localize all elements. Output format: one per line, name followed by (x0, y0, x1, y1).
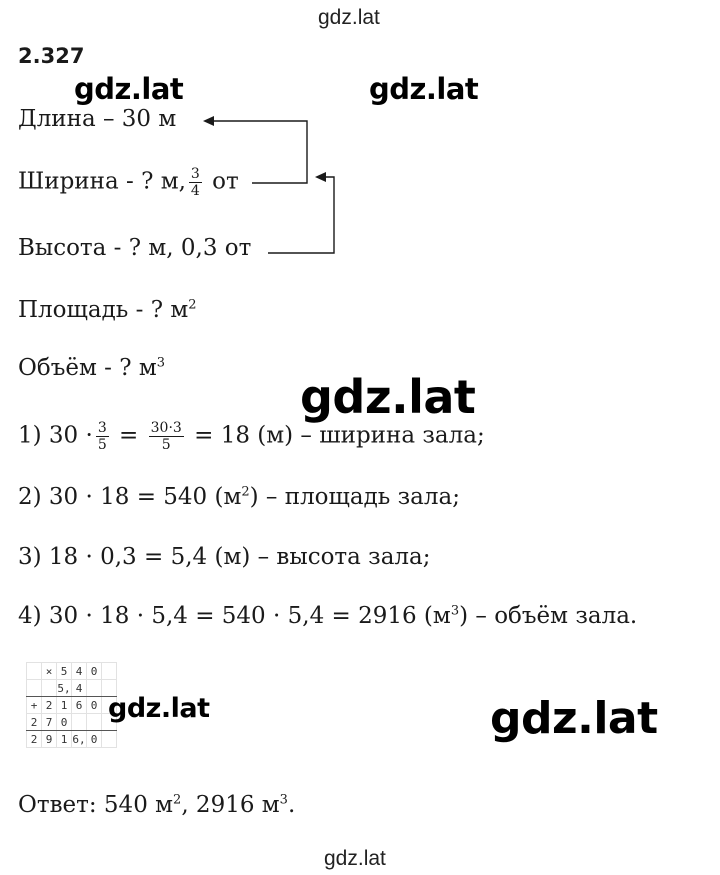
superscript: 2 (173, 792, 182, 808)
calc-cell: × (42, 663, 57, 680)
step1-fraction-2 (149, 420, 184, 453)
calc-cell: 2 (27, 714, 42, 731)
watermark-bottom: gdz.lat (324, 847, 386, 870)
superscript: 2 (188, 297, 197, 313)
answer (18, 792, 295, 818)
calc-cell: 0 (87, 697, 102, 714)
calc-cell: 5, (57, 681, 71, 695)
width-to-length-arrow (212, 121, 307, 183)
step2-suffix: ) – площадь зала; (249, 484, 460, 510)
width-suffix: от (212, 168, 239, 195)
fraction-denominator: 5 (97, 437, 107, 453)
step1-equals: = (119, 422, 139, 449)
calc-cell (102, 663, 117, 680)
fraction-denominator: 5 (149, 436, 184, 453)
watermark-overlay: gdz.lat (108, 693, 210, 724)
calc-cell: 1 (57, 731, 72, 748)
step1-prefix: 1) 30 · (18, 422, 93, 449)
calc-cell: 4 (72, 663, 87, 680)
calc-cell: 1 (57, 697, 72, 714)
calc-row (27, 663, 117, 680)
calc-cell: 6 (72, 697, 87, 714)
watermark-overlay: gdz.lat (369, 72, 479, 106)
calc-cell: 7 (42, 714, 57, 731)
calc-cell: 0 (87, 731, 102, 748)
height-to-width-arrow (268, 177, 334, 253)
step4-suffix: ) – объём зала. (459, 603, 638, 629)
superscript: 3 (156, 355, 166, 371)
step1-suffix: = 18 (м) – ширина зала; (194, 422, 485, 449)
calc-cell (102, 731, 117, 748)
solution-step-3: 3) 18 · 0,3 = 5,4 (м) – высота зала; (18, 544, 431, 570)
calc-cell: 4 (72, 680, 87, 697)
step1-fraction-1 (96, 420, 109, 453)
answer-suffix: . (287, 792, 296, 818)
fraction-numerator: 30·3 (150, 420, 182, 436)
superscript: 2 (241, 484, 250, 500)
solution-step-4 (18, 603, 637, 629)
problem-number: 2.327 (18, 44, 85, 68)
calc-row (27, 680, 117, 697)
arrowhead-icon (203, 116, 214, 126)
calc-cell (87, 714, 102, 731)
area-text: Площадь - ? м (18, 297, 189, 323)
answer-prefix: Ответ: 540 м (18, 792, 174, 818)
calc-cell: 6, (72, 732, 86, 746)
fraction-numerator: 3 (190, 166, 200, 182)
calc-cell (27, 663, 42, 680)
given-area (18, 297, 197, 323)
watermark-top: gdz.lat (318, 6, 380, 29)
calc-cell (27, 680, 42, 697)
width-prefix: Ширина - ? м, (18, 168, 186, 195)
given-volume (18, 355, 165, 381)
calc-cell: + (27, 697, 42, 714)
superscript: 3 (279, 792, 288, 808)
watermark-overlay: gdz.lat (490, 693, 658, 744)
calc-grid (26, 662, 117, 748)
calc-cell: 0 (87, 663, 102, 680)
calc-cell (42, 680, 57, 697)
calc-cell: 2 (42, 697, 57, 714)
calc-cell: 9 (42, 731, 57, 748)
arrowhead-icon (315, 172, 326, 182)
calc-row (27, 731, 117, 748)
solution-step-1 (18, 420, 485, 453)
calc-row (27, 697, 117, 714)
volume-text: Объём - ? м (18, 355, 157, 381)
superscript: 3 (450, 603, 460, 619)
relation-arrows (0, 0, 720, 300)
calc-cell: 2 (27, 731, 42, 748)
watermark-overlay: gdz.lat (300, 370, 476, 424)
given-length: Длина – 30 м (18, 106, 177, 132)
answer-middle: , 2916 м (181, 792, 280, 818)
solution-step-2 (18, 484, 460, 510)
fraction-denominator: 4 (190, 183, 200, 199)
calc-row (27, 714, 117, 731)
calc-cell: 0 (57, 714, 72, 731)
calc-cell (72, 714, 87, 731)
calc-cell: 5 (57, 663, 72, 680)
fraction-numerator: 3 (97, 420, 107, 436)
step4-prefix: 4) 30 · 18 · 5,4 = 540 · 5,4 = 2916 (м (18, 603, 451, 629)
column-multiplication (26, 662, 117, 748)
watermark-overlay: gdz.lat (74, 72, 184, 106)
step2-prefix: 2) 30 · 18 = 540 (м (18, 484, 242, 510)
calc-cell (87, 680, 102, 697)
given-height: Высота - ? м, 0,3 от (18, 235, 252, 261)
